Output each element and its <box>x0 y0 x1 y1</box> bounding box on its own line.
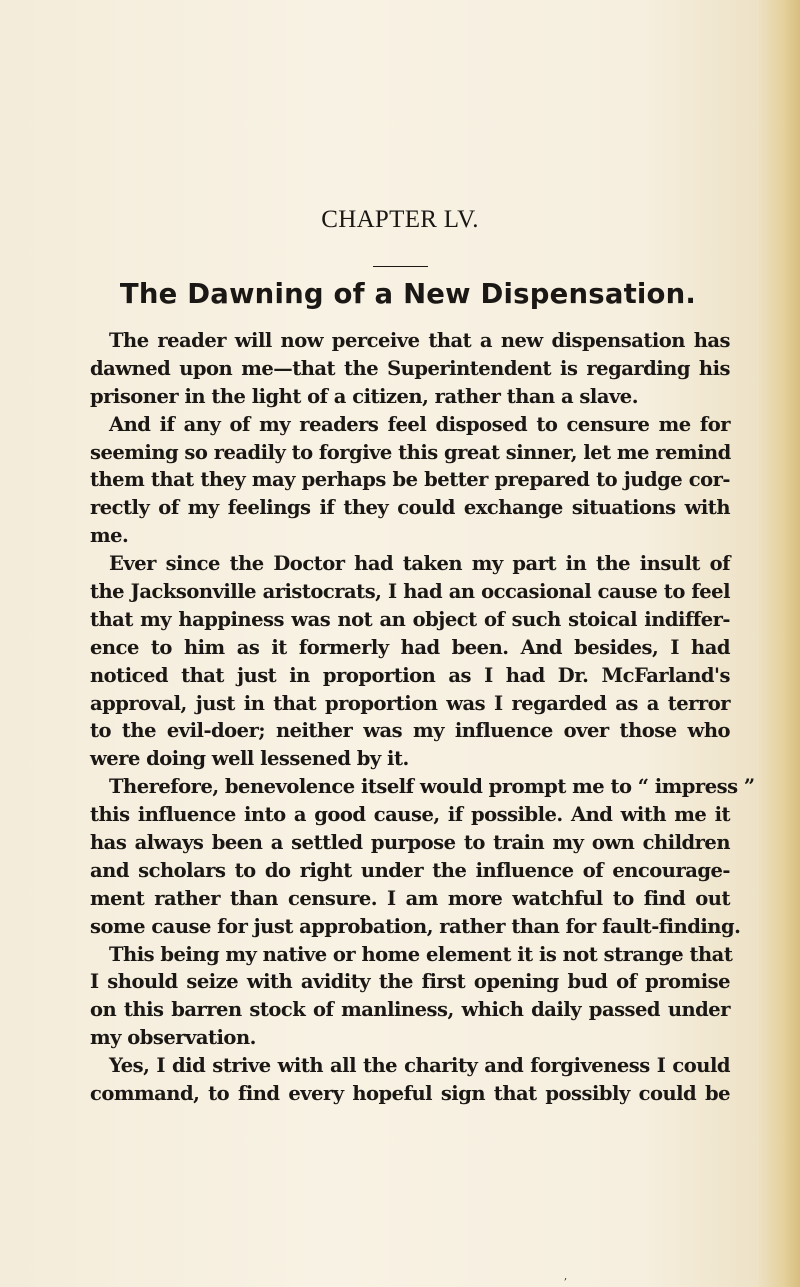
text-line: were doing well lessened by it. <box>90 747 409 771</box>
text-line: And if any of my readers feel disposed to censure me for <box>109 412 730 436</box>
paragraph <box>90 327 730 411</box>
page-speck: , <box>564 1271 568 1282</box>
text-line: approval, just in that proportion was I regarded as a terror <box>90 691 730 715</box>
text-line: rectly of my feelings if they could exchange situations with <box>90 496 730 520</box>
text-line: the Jacksonville aristocrats, I had an occasional cause to feel <box>90 580 730 604</box>
text-line: has always been a settled purpose to train my own children <box>90 831 730 855</box>
text-line: dawned upon me—that the Superintendent is regarding his <box>90 356 730 380</box>
text-line: to the evil-doer; neither was my influence over those who <box>90 719 730 743</box>
text-line: Therefore, benevolence itself would prompt me to “ impress ” <box>109 775 755 799</box>
text-line: ment rather than censure. I am more watchful to find out <box>90 886 730 910</box>
text-line: Ever since the Doctor had taken my part in the insult of <box>109 552 730 576</box>
text-line: and scholars to do right under the influence of encourage- <box>90 858 730 882</box>
text-line: noticed that just in proportion as I had Dr. McFarland's <box>90 663 730 687</box>
text-line: some cause for just approbation, rather than for fault-finding. <box>90 914 741 938</box>
text-line: seeming so readily to forgive this great sinner, let me remind <box>90 440 731 464</box>
paragraph <box>90 550 730 773</box>
heading-divider <box>373 266 428 267</box>
text-line: them that they may perhaps be better prepared to judge cor- <box>90 468 730 492</box>
text-line: command, to find every hopeful sign that possibly could be <box>90 1082 730 1106</box>
text-line: This being my native or home element it is not strange that <box>109 942 733 966</box>
text-line: The reader will now perceive that a new dispensation has <box>109 329 730 352</box>
chapter-body <box>90 327 755 1108</box>
paragraph <box>90 1052 730 1108</box>
text-line: this influence into a good cause, if possible. And with me it <box>90 803 730 827</box>
text-line: my observation. <box>90 1026 256 1050</box>
text-line: prisoner in the light of a citizen, rather than a slave. <box>90 384 638 408</box>
chapter-title: The Dawning of a New Dispensation. <box>119 278 697 310</box>
text-line: that my happiness was not an object of such stoical indiffer- <box>90 607 730 631</box>
text-line: Yes, I did strive with all the charity and forgiveness I could <box>109 1054 730 1078</box>
paragraph <box>90 411 730 550</box>
paragraph <box>90 773 755 940</box>
paragraph <box>90 941 733 1053</box>
chapter-heading: CHAPTER LV. <box>321 206 479 233</box>
text-line: ence to him as it formerly had been. And besides, I had <box>90 635 730 659</box>
text-line: on this barren stock of manliness, which daily passed under <box>90 998 730 1022</box>
text-line: me. <box>90 524 129 548</box>
text-line: I should seize with avidity the first opening bud of promise <box>90 970 730 994</box>
